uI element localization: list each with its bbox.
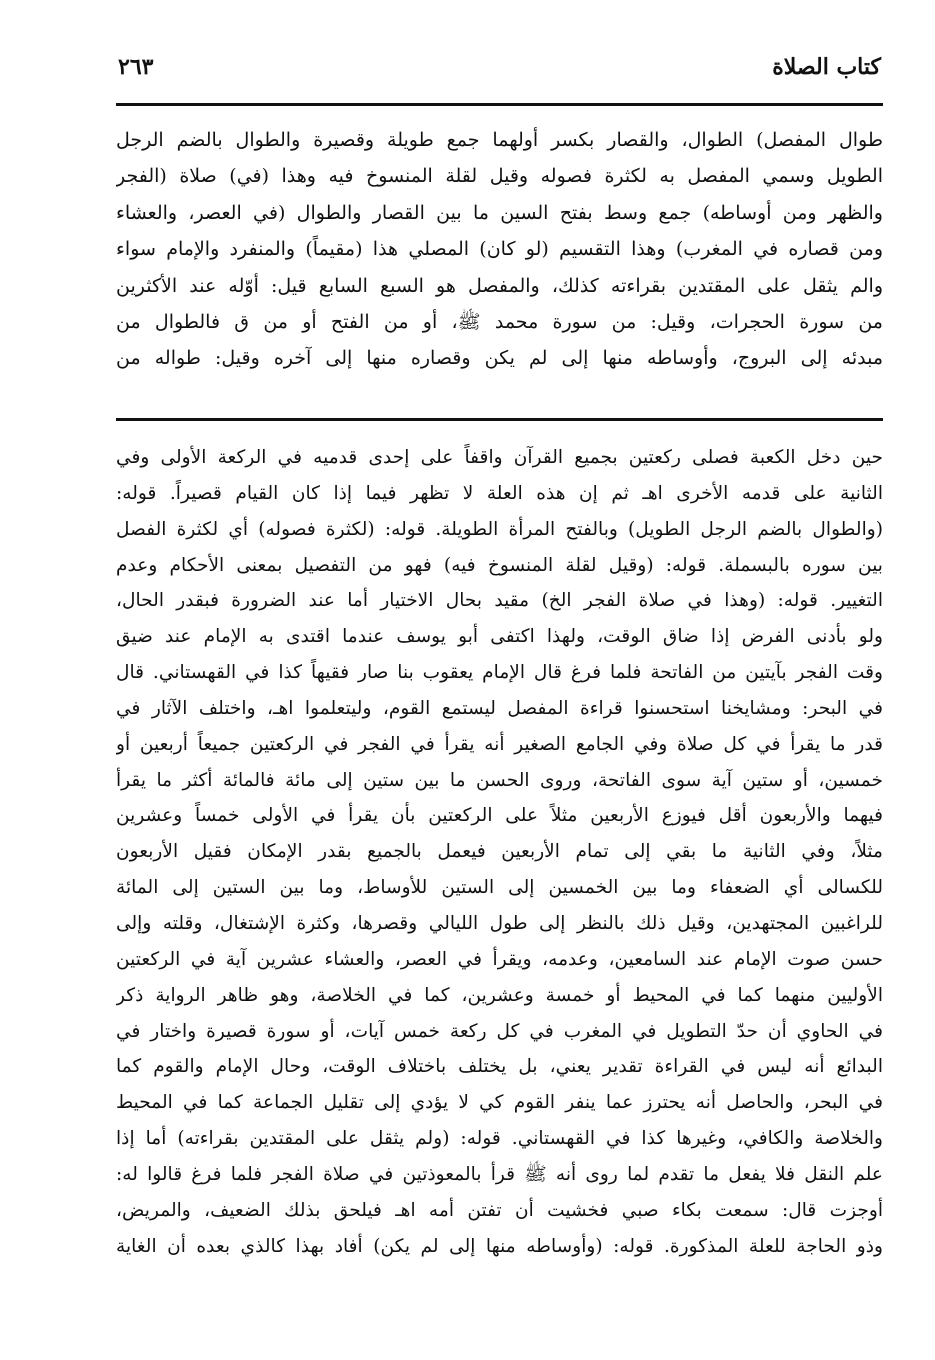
commentary-line: والخلاصة والكافي، وغيرها كذا في القهستاني. قوله: (ولم يثقل على المقتدين بقراءته) أما إذا bbox=[116, 1128, 883, 1150]
commentary-line: أوجزت قال: سمعت بكاء صبي فخشيت أن تفتن أمه اهـ فيلحق بذلك الضعيف، والمريض، bbox=[116, 1199, 883, 1221]
main-text-line: مبدئه إلى البروج، وأوساطه منها إلى لم يكن وقصاره منها إلى آخره وقيل: طواله من bbox=[116, 347, 883, 370]
commentary-line: وذو الحاجة للعلة المذكورة. قوله: (وأوساطه منها إلى لم يكن) أفاد بهذا كالذي بعده أن الغاية bbox=[116, 1235, 883, 1257]
commentary-line: التغيير. قوله: (وهذا في صلاة الفجر الخ) مقيد بحال الاختيار أما عند الضرورة فبقدر الحال، bbox=[116, 590, 883, 612]
commentary-line: في الحاوي أن حدّ التطويل في المغرب في كل ركعة خمس آيات، أو سورة قصيرة واختار في bbox=[116, 1020, 883, 1042]
commentary-line: بين سوره بالبسملة. قوله: (وقيل لقلة المنسوخ فيه) فهو من التفصيل بمعنى الأحكام وعدم bbox=[116, 554, 883, 576]
main-text-line: الطويل وسمي المفصل به لكثرة فصوله وقيل لقلة المنسوخ فيه وهذا (في) صلاة (الفجر bbox=[116, 165, 883, 188]
header-rule bbox=[116, 103, 883, 106]
commentary-line: الأوليين منهما كما في المحيط أو خمسة وعشرين، كما في الخلاصة، وهو ظاهر الرواية ذكر bbox=[116, 984, 883, 1006]
main-text-block bbox=[116, 122, 883, 377]
commentary-line: خمسين، أو ستين آية سوى الفاتحة، وروى الحسن ما بين ستين إلى مائة فالمائة أكثر ما يقرأ bbox=[116, 769, 883, 791]
commentary-line: للراغبين المجتهدين، وقيل ذلك بالنظر إلى طول الليالي وقصرها، وكثرة الإشتغال، وقلته وإلى bbox=[116, 912, 883, 934]
commentary-line: حسن صوت الإمام عند السامعين، وعدمه، ويقرأ في العصر، والعشاء عشرين آية في الركعتين bbox=[116, 948, 883, 970]
commentary-line: في البحر: ومشايخنا استحسنوا قراءة المفصل ليستمع القوم، وليتعلموا اهـ، واختلف الآثار في bbox=[116, 697, 883, 719]
commentary-line: علم النقل فلا يفعل ما تقدم لما روى أنه ﷺ قرأ بالمعوذتين في صلاة الفجر فلما فرغ قالوا له: bbox=[116, 1163, 883, 1185]
section-divider bbox=[116, 418, 883, 421]
commentary-block bbox=[116, 440, 883, 1264]
commentary-line: حين دخل الكعبة فصلى ركعتين بجميع القرآن واقفاً على إحدى قدميه في الركعة الأولى وفي bbox=[116, 447, 883, 468]
commentary-line: ولو بأدنى الفرض إذا ضاق الوقت، ولهذا اكتفى أبو يوسف عندما اقتدى به الإمام عند ضيق bbox=[116, 626, 883, 648]
commentary-line: البدائع أنه ليس في القراءة تقدير يعني، بل يختلف باختلاف الوقت، وحال الإمام والقوم كما bbox=[116, 1056, 883, 1078]
commentary-line: قدر ما يقرأ في كل صلاة وفي الجامع الصغير أنه يقرأ في الفجر في الركعتين جميعاً أربعين أو bbox=[116, 733, 883, 755]
commentary-line: فيهما والأربعون أقل فيوزع الأربعين مثلاً على الركعتين بأن يقرأ في الأولى خمساً وعشرين bbox=[116, 805, 883, 827]
main-text-line: والظهر ومن أوساطه) جمع وسط بفتح السين ما بين القصار والطوال (في العصر، والعشاء bbox=[116, 201, 883, 224]
commentary-line: للكسالى أي الضعفاء وما بين الخمسين إلى الستين للأوساط، وما بين الستين إلى المائة bbox=[116, 877, 883, 899]
commentary-line: (والطوال بالضم الرجل الطويل) وبالفتح المرأة الطويلة. قوله: (لكثرة فصوله) أي لكثرة الفصل bbox=[116, 518, 883, 540]
running-title: كتاب الصلاة bbox=[772, 54, 881, 80]
main-text-line: من سورة الحجرات، وقيل: من سورة محمد ﷺ، أو من الفتح أو من ق فالطوال من bbox=[116, 310, 883, 333]
main-text-line: والم يثقل على المقتدين بقراءته كذلك، والمفصل هو السبع السابع قيل: أوّله عند الأكثرين bbox=[116, 274, 883, 297]
commentary-line: مثلاً، وفي الثانية ما بقي إلى تمام الأربعين فيعمل بالجميع بقدر الإمكان فقيل الأربعون bbox=[116, 841, 883, 863]
commentary-line: وقت الفجر بآيتين من الفاتحة فلما فرغ قال الإمام يعقوب بنا صار فقيهاً كذا في القهستاني. قال bbox=[116, 662, 883, 684]
commentary-line: في البحر، والحاصل أنه يحترز عما ينفر القوم كي لا يؤدي إلى تقليل الجماعة كما في المحيط bbox=[116, 1092, 883, 1114]
main-text-line: طوال المفصل) الطوال، والقصار بكسر أولهما جمع طويلة وقصيرة والطوال بالضم الرجل bbox=[116, 129, 883, 151]
page-number: ٢٦٣ bbox=[118, 54, 154, 80]
main-text-line: ومن قصاره في المغرب) وهذا التقسيم (لو كان) المصلي هذا (مقيماً) والمنفرد والإمام سواء bbox=[116, 238, 883, 261]
commentary-line: الثانية على قدمه الأخرى اهـ ثم إن هذه العلة لا تظهر فيما إذا كان القيام قصيراً. قوله: bbox=[116, 482, 883, 504]
